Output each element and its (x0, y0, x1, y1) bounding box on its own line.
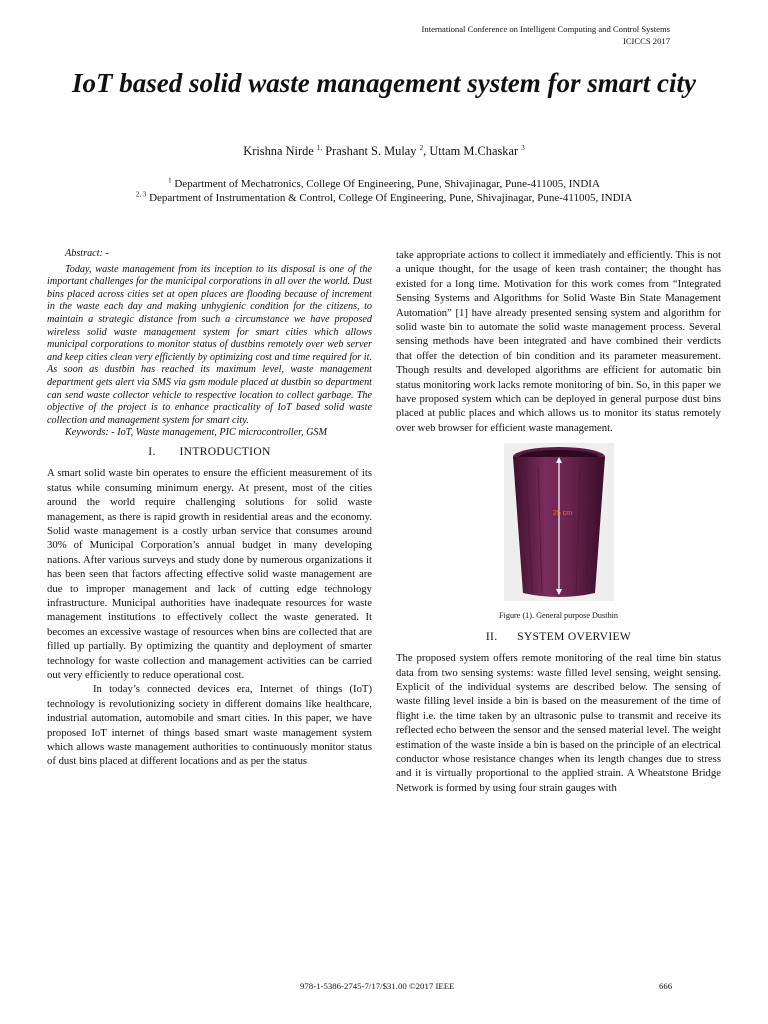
conference-acronym: ICICCS 2017 (622, 35, 670, 46)
affiliation-2-text: Department of Instrumentation & Control, College Of Engineering, Pune, Shivajinagar, Pune-411005, INDIA (149, 192, 633, 204)
section-2-title: SYSTEM OVERVIEW (517, 629, 632, 643)
dimension-label: 25 cm (552, 510, 572, 518)
dustbin-illustration (504, 443, 614, 601)
author-list: Krishna Nirde $^{1,}$ Prashant S. Mulay $^2$, Uttam M.Chaskar $^3$ (243, 143, 525, 158)
author-2-sup: 2 (419, 143, 424, 152)
paper-title: IoT based solid waste management system for smart city (72, 68, 696, 98)
page-number: 666 (659, 981, 673, 991)
section-introduction-heading (47, 445, 372, 459)
affiliation-2-sup: 2, 3 (135, 190, 147, 199)
author-1: Krishna Nirde (243, 144, 314, 158)
section-overview-heading (396, 630, 721, 644)
figure-caption: Figure (1). General purpose Dustbin (499, 611, 618, 621)
affiliation-1-sup: 1 (168, 176, 172, 185)
conference-name: International Conference on Intelligent Computing and Control Systems (421, 24, 670, 34)
right-column (396, 248, 721, 795)
right-paragraph-1: take appropriate actions to collect it immediately and efficiently. This is not a unique thought, for the usage of keen trash container; the thought has existed for a long time. Motivation for this work comes from “Integrated Sensing Systems and Algorithms for Solid Waste Bin State Management Automation” [1] have already presented sensing system and algorithm for solid waste bin to automate the solid waste management process. Several sensing methods have been integrated and have combined their verdicts that offer the detection of bin condition and its parameter measurement. Though results and developed algorithms are efficient for automatic bin status monitoring work lacks remote monitoring of bin. So, in this paper we have proposed system which can be deployed in general purpose dust bins placed at public places and which allows us to monitor its status remotely over web browser for efficient waste management. (396, 249, 721, 434)
author-1-sup: 1, (316, 143, 323, 152)
intro-paragraph-1: A smart solid waste bin operates to ensure the efficient measurement of its status while consuming minimum energy. At present, most of the cities around the world require challenging solutions for solid waste management, as there is rapid growth in residential areas and the economy. Solid waste management is a costly urban service that consumes around 30% of Municipal Corporation’s annual budget in many developing nations. After various surveys and study done by numerous organizations it has been seen that factors affecting effective solid waste management are due to improper management and lack of cutting edge technology infrastructure. Municipal authorities have inadequate resources for waste management institutions to effectively collect the waste generated. It becomes an excessive wastage of resources when bins are collected that are filled up partially. By optimizing the quantity and deployment of smarter technology for waste collection and management activities can be carried out very efficiently to reduce operational cost. (47, 467, 372, 681)
abstract-body: Today, waste management from its inception to its disposal is one of the important challenges for the municipal corporations in all over the world. Dust bins placed across cities set at open places are flooding because of increment in the waste each day and making unhygienic condition for the citizens, to maintain a strategic distance from such a circumstance we have proposed wireless solid waste management system for smart cities which allows municipal corporations to monitor status of dustbins remotely over web server and keep cities clean very efficiently by optimizing cost and time required for it. As soon as dustbin has reached its maximum level, waste management department gets alert via SMS via gsm module placed at dustbin so department can send waste collector vehicle to respective location to collect garbage. The objective of the project is to enhance practicality of IoT based solid waste collection and management system for smart city. (47, 263, 372, 426)
intro-paragraph-2: In today’s connected devices era, Internet of things (IoT) technology is revolutionizing society in different domains like healthcare, industrial automation, automobile and smart cities. In this paper, we have proposed IoT internet of things based smart waste management system which allows waste management authorities to continuously monitor status of dust bins placed at different locations and as per the status (47, 683, 372, 768)
author-3: Uttam M.Chaskar (429, 144, 519, 158)
author-2: Prashant S. Mulay (325, 144, 417, 158)
author-3-sup: 3 (521, 143, 525, 152)
abstract-heading: Abstract: - (65, 248, 109, 259)
conference-header (310, 24, 670, 47)
affiliation-2 (40, 192, 728, 204)
section-1-title: INTRODUCTION (179, 444, 271, 458)
section-1-number: I. (148, 444, 156, 458)
left-column (47, 248, 372, 769)
figure-dustbin (504, 443, 614, 601)
section-2-number: II. (485, 629, 498, 643)
footer-copyright: 978-1-5386-2745-7/17/$31.00 ©2017 IEEE (300, 981, 455, 991)
affiliation-1-text: Department of Mechatronics, College Of Engineering, Pune, Shivajinagar, Pune-411005, INDIA (174, 178, 600, 190)
overview-paragraph-1: The proposed system offers remote monitoring of the real time bin status data from two sensing systems: waste filled level sensing, weight sensing. Explicit of the individual systems are described below. The sensing of waste filling level inside a bin is based on the measurement of the time of flight i.e. the time taken by an ultrasonic pulse to transmit and receive its reflected echo between the sensor and the sensed material level. The weight estimation of the waste inside a bin is based on the principle of an electrical conductor whose resistance changes when its length changes due to stress and it is virtually proportional to the applied strain. A Wheatstone Bridge Network is formed by using four strain gauges with (396, 652, 721, 794)
affiliation-1 (40, 178, 728, 190)
keywords: Keywords: - IoT, Waste management, PIC microcontroller, GSM (65, 427, 328, 439)
